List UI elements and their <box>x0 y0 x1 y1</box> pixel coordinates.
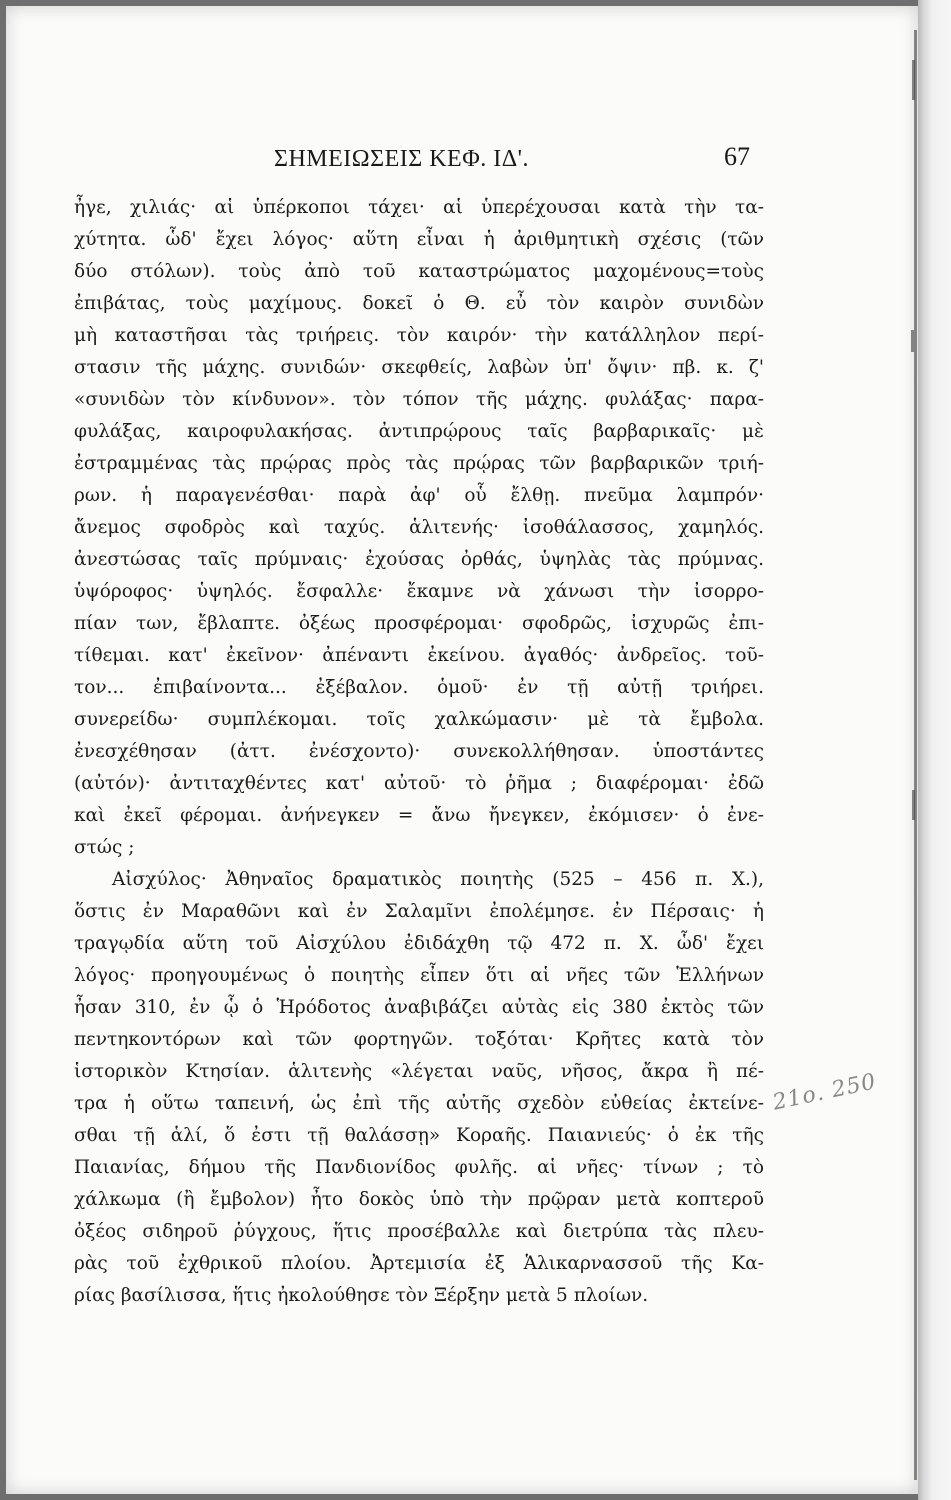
text-line: πεντηκοντόρων καὶ τῶν φορτηγῶν. τοξόται· Κρῆτες κατὰ τὸν <box>74 1029 764 1050</box>
text-line: ρὰς τοῦ ἐχθρικοῦ πλοίου. Ἀρτεμισία ἐξ Ἁλικαρνασσοῦ τῆς Κα- <box>74 1253 764 1274</box>
page-number: 67 <box>724 142 750 171</box>
text-line: ὅστις ἐν Μαραθῶνι καὶ ἐν Σαλαμῖνι ἐπολέμησε. ἐν Πέρσαις· ἡ <box>74 901 764 922</box>
paragraph-start-line: Αἰσχύλος· Ἀθηναῖος δραματικὸς ποιητὴς (525 – 456 π. Χ.), <box>112 869 764 890</box>
scan-edge-strip <box>918 0 951 1500</box>
text-line: στώς ; <box>74 837 135 858</box>
running-head <box>82 140 762 180</box>
text-line: ἐπιβάτας, τοὺς μαχίμους. δοκεῖ ὁ Θ. εὖ τὸν καιρὸν συνιδὼν <box>74 293 764 314</box>
text-line: τραγῳδία αὕτη τοῦ Αἰσχύλου ἐδιδάχθη τῷ 472 π. Χ. ὧδ' ἔχει <box>74 933 764 954</box>
text-line: τίθεμαι. κατ' ἐκεῖνον· ἀπέναντι ἐκείνου. ἀγαθός· ἀνδρεῖος. τοῦ- <box>74 645 764 666</box>
text-line: μὴ καταστῆσαι τὰς τριήρεις. τὸν καιρόν· τὴν κατάλληλον περί- <box>74 325 764 346</box>
text-line: στασιν τῆς μάχης. συνιδών· σκεφθείς, λαβὼν ὑπ' ὄψιν· πβ. κ. ζ' <box>74 357 764 378</box>
text-line: τρα ἡ οὕτω ταπεινή, ὡς ἐπὶ τῆς αὐτῆς σχεδὸν εὐθείας ἐκτείνε- <box>74 1093 764 1114</box>
edge-speckle <box>912 60 915 100</box>
text-line: δύο στόλων). τοὺς ἀπὸ τοῦ καταστρώματος μαχομένους=τοὺς <box>74 261 764 282</box>
text-line: πίαν των, ἔβλαπτε. ὀξέως προσφέρομαι· σφοδρῶς, ἰσχυρῶς ἐπι- <box>74 613 764 634</box>
text-line: φυλάξας, καιροφυλακήσας. ἀντιπρῴρους ταῖς βαρβαρικαῖς· μὲ <box>74 421 764 442</box>
text-line: ἀνεστώσας ταῖς πρύμναις· ἐχούσας ὀρθάς, ὑψηλὰς τὰς πρύμνας. <box>74 549 764 570</box>
edge-speckle <box>912 790 915 820</box>
text-line: «συνιδὼν τὸν κίνδυνον». τὸν τόπον τῆς μάχης. φυλάξας· παρα- <box>74 389 764 410</box>
text-line: σθαι τῇ ἁλί, ὅ ἐστι τῇ θαλάσσῃ» Κοραῆς. Παιανιεύς· ὁ ἐκ τῆς <box>74 1125 764 1146</box>
text-line: ὀξέος σιδηροῦ ῥύγχους, ἥτις προσέβαλλε καὶ διετρύπα τὰς πλευ- <box>74 1221 764 1242</box>
page-edge-shadow <box>914 30 917 1480</box>
handwritten-margin-note: 21ο. 250 <box>770 1069 879 1116</box>
text-line: ἱστορικὸν Κτησίαν. ἁλιτενὴς «λέγεται ναῦς, νῆσος, ἄκρα ἢ πέ- <box>74 1061 764 1082</box>
text-body <box>74 192 764 1312</box>
text-line: ρίας βασίλισσα, ἥτις ἠκολούθησε τὸν Ξέρξην μετὰ 5 πλοίων. <box>74 1285 649 1306</box>
running-title: ΣΗΜΕΙΩΣΕΙΣ ΚΕΦ. ΙΔ'. <box>274 146 530 172</box>
text-line: τον... ἐπιβαίνοντα... ἐξέβαλον. ὁμοῦ· ἐν τῇ αὐτῇ τριήρει. <box>74 677 764 698</box>
text-line: χύτητα. ὧδ' ἔχει λόγος· αὕτη εἶναι ἡ ἀριθμητικὴ σχέσις (τῶν <box>74 229 764 250</box>
text-line: χάλκωμα (ἢ ἔμβολον) ἦτο δοκὸς ὑπὸ τὴν πρῷραν μετὰ κοπτεροῦ <box>74 1189 764 1210</box>
text-line: καὶ ἐκεῖ φέρομαι. ἀνήνεγκεν = ἄνω ἤνεγκεν, ἐκόμισεν· ὁ ἐνε- <box>74 805 764 826</box>
text-line: λόγος· προηγουμένως ὁ ποιητὴς εἶπεν ὅτι αἱ νῆες τῶν Ἑλλήνων <box>74 965 764 986</box>
text-line: (αὐτόν)· ἀντιταχθέντες κατ' αὐτοῦ· τὸ ῥῆμα ; διαφέρομαι· ἐδῶ <box>74 773 764 794</box>
text-line: ἦγε, χιλιάς· αἱ ὑπέρκοποι τάχει· αἱ ὑπερέχουσαι κατὰ τὴν τα- <box>74 197 764 218</box>
text-line: ἐνεσχέθησαν (ἀττ. ἐνέσχοντο)· συνεκολλήθησαν. ὑποστάντες <box>74 741 764 762</box>
text-line: ἦσαν 310, ἐν ᾧ ὁ Ἡρόδοτος ἀναβιβάζει αὐτὰς εἰς 380 ἐκτὸς τῶν <box>74 997 764 1018</box>
text-line: ὑψόροφος· ὑψηλός. ἔσφαλλε· ἔκαμνε νὰ χάνωσι τὴν ἰσορρο- <box>74 581 764 602</box>
text-line: ρων. ἡ παραγενέσθαι· παρὰ ἀφ' οὗ ἔλθῃ. πνεῦμα λαμπρόν· <box>74 485 764 506</box>
edge-speckle <box>911 330 914 352</box>
text-line: Παιανίας, δήμου τῆς Πανδιονίδος φυλῆς. αἱ νῆες· τίνων ; τὸ <box>74 1157 764 1178</box>
text-line: ἐστραμμένας τὰς πρῴρας πρὸς τὰς πρῴρας τῶν βαρβαρικῶν τριή- <box>74 453 764 474</box>
text-line: ἄνεμος σφοδρὸς καὶ ταχύς. ἁλιτενής· ἰσοθάλασσος, χαμηλός. <box>74 517 764 538</box>
text-line: συνερείδω· συμπλέκομαι. τοῖς χαλκώμασιν· μὲ τὰ ἔμβολα. <box>74 709 764 730</box>
